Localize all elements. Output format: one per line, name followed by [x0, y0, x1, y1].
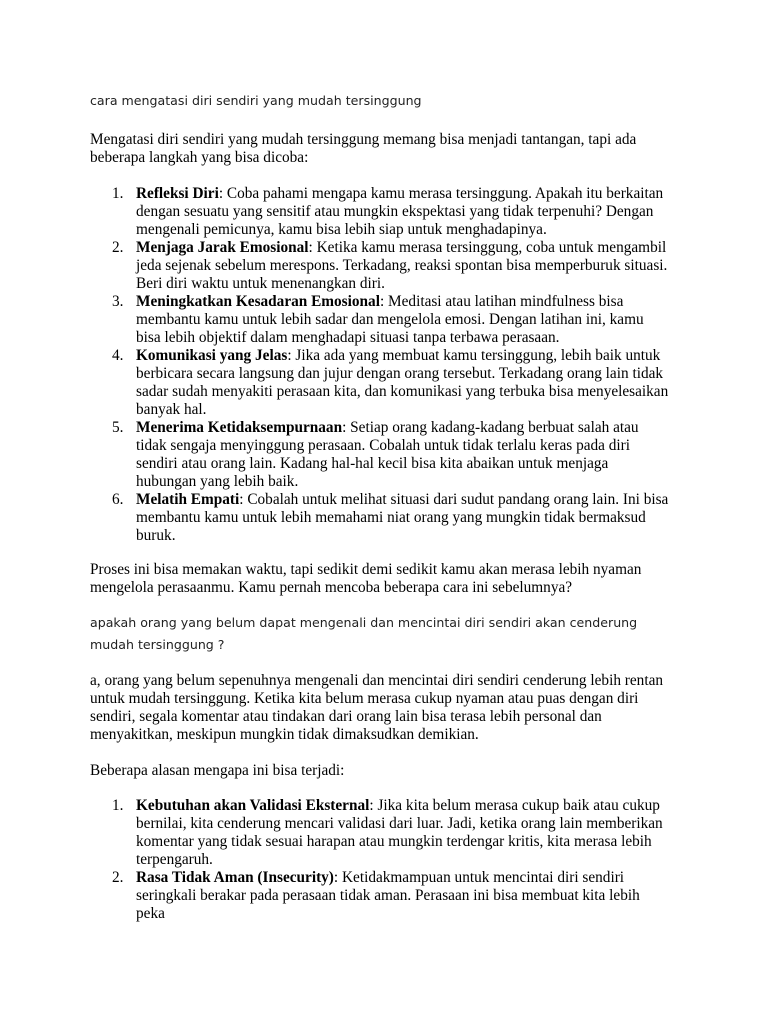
- list-item-text: : Jika ada yang membuat kamu tersinggung, lebih baik untuk berbicara secara langsung dan jujur dengan orang tersebut. Terkadang orang lain tidak sadar sudah menyakiti perasaan kita, dan komunikasi yang terbuka bisa menyelesaikan banyak hal.: [136, 347, 669, 418]
- list-item: [90, 869, 670, 923]
- list-item: [90, 491, 670, 545]
- list-number: 6.: [112, 491, 124, 508]
- list-number: 2.: [112, 239, 124, 256]
- user-question-1: cara mengatasi diri sendiri yang mudah tersinggung: [90, 93, 422, 108]
- steps-list: [90, 185, 670, 545]
- list-item-text: : Ketika kamu merasa tersinggung, coba untuk mengambil jeda sejenak sebelum merespons. Terkadang, reaksi spontan bisa memperburuk situasi. Beri diri waktu untuk menenangkan diri.: [136, 239, 668, 292]
- closing-paragraph: Proses ini bisa memakan waktu, tapi sedikit demi sedikit kamu akan merasa lebih nyaman mengelola perasaanmu. Kamu pernah mencoba beberapa cara ini sebelumnya?: [90, 561, 642, 596]
- list-item-text: : Coba pahami mengapa kamu merasa tersinggung. Apakah itu berkaitan dengan sesuatu yang sensitif atau mungkin ekspektasi yang tidak terpenuhi? Dengan mengenali pemicunya, kamu bisa lebih siap untuk menghadapinya.: [136, 185, 664, 238]
- list-item-term: Menjaga Jarak Emosional: [136, 239, 309, 256]
- list-number: 1.: [112, 797, 124, 814]
- list-item-term: Melatih Empati: [136, 491, 240, 508]
- list-number: 1.: [112, 185, 124, 202]
- list-number: 5.: [112, 419, 124, 436]
- list-item: [90, 185, 670, 239]
- list-item: [90, 797, 670, 869]
- list-item-term: Komunikasi yang Jelas: [136, 347, 288, 364]
- intro-paragraph: Mengatasi diri sendiri yang mudah tersinggung memang bisa menjadi tantangan, tapi ada beberapa langkah yang bisa dicoba:: [90, 131, 637, 166]
- list-item: [90, 419, 670, 491]
- list-item-term: Menerima Ketidaksempurnaan: [136, 419, 343, 436]
- list-item-text: : Jika kita belum merasa cukup baik atau cukup bernilai, kita cenderung mencari validasi dari luar. Jadi, ketika orang lain memberikan komentar yang tidak sesuai harapan atau mungkin terdengar kritis, kita merasa lebih terpengaruh.: [136, 797, 663, 868]
- list-item-text: : Meditasi atau latihan mindfulness bisa membantu kamu untuk lebih sadar dan mengelola emosi. Dengan latihan ini, kamu bisa lebih objektif dalam menghadapi situasi tanpa terbawa perasaan.: [136, 293, 644, 346]
- reasons-list: [90, 797, 670, 923]
- list-item-term: Meningkatkan Kesadaran Emosional: [136, 293, 380, 310]
- list-item: [90, 293, 670, 347]
- list-number: 4.: [112, 347, 124, 364]
- list-item-text: : Setiap orang kadang-kadang berbuat salah atau tidak sengaja menyinggung perasaan. Cobalah untuk tidak terlalu keras pada diri sendiri atau orang lain. Kadang hal-hal kecil bisa kita abaikan untuk menjaga hubungan yang lebih baik.: [136, 419, 639, 490]
- list-number: 3.: [112, 293, 124, 310]
- list-item-term: Refleksi Diri: [136, 185, 219, 202]
- answer-paragraph: a, orang yang belum sepenuhnya mengenali dan mencintai diri sendiri cenderung lebih rentan untuk mudah tersinggung. Ketika kita belum merasa cukup nyaman atau puas dengan diri sendiri, segala komentar atau tindakan dari orang lain bisa terasa lebih personal dan menyakitkan, meskipun mungkin tidak dimaksudkan demikian.: [90, 672, 664, 743]
- list-item-text: : Cobalah untuk melihat situasi dari sudut pandang orang lain. Ini bisa membantu kamu untuk lebih memahami niat orang yang mungkin tidak bermaksud buruk.: [136, 491, 669, 544]
- list-item: [90, 347, 670, 419]
- list-number: 2.: [112, 869, 124, 886]
- list-item-term: Kebutuhan akan Validasi Eksternal: [136, 797, 370, 814]
- list-item-term: Rasa Tidak Aman (Insecurity): [136, 869, 334, 886]
- list-item: [90, 239, 670, 293]
- reasons-intro-paragraph: Beberapa alasan mengapa ini bisa terjadi:: [90, 762, 345, 779]
- user-question-2: apakah orang yang belum dapat mengenali dan mencintai diri sendiri akan cenderung mudah tersinggung ?: [90, 615, 638, 652]
- list-item-text: : Ketidakmampuan untuk mencintai diri sendiri seringkali berakar pada perasaan tidak aman. Perasaan ini bisa membuat kita lebih peka: [136, 869, 640, 922]
